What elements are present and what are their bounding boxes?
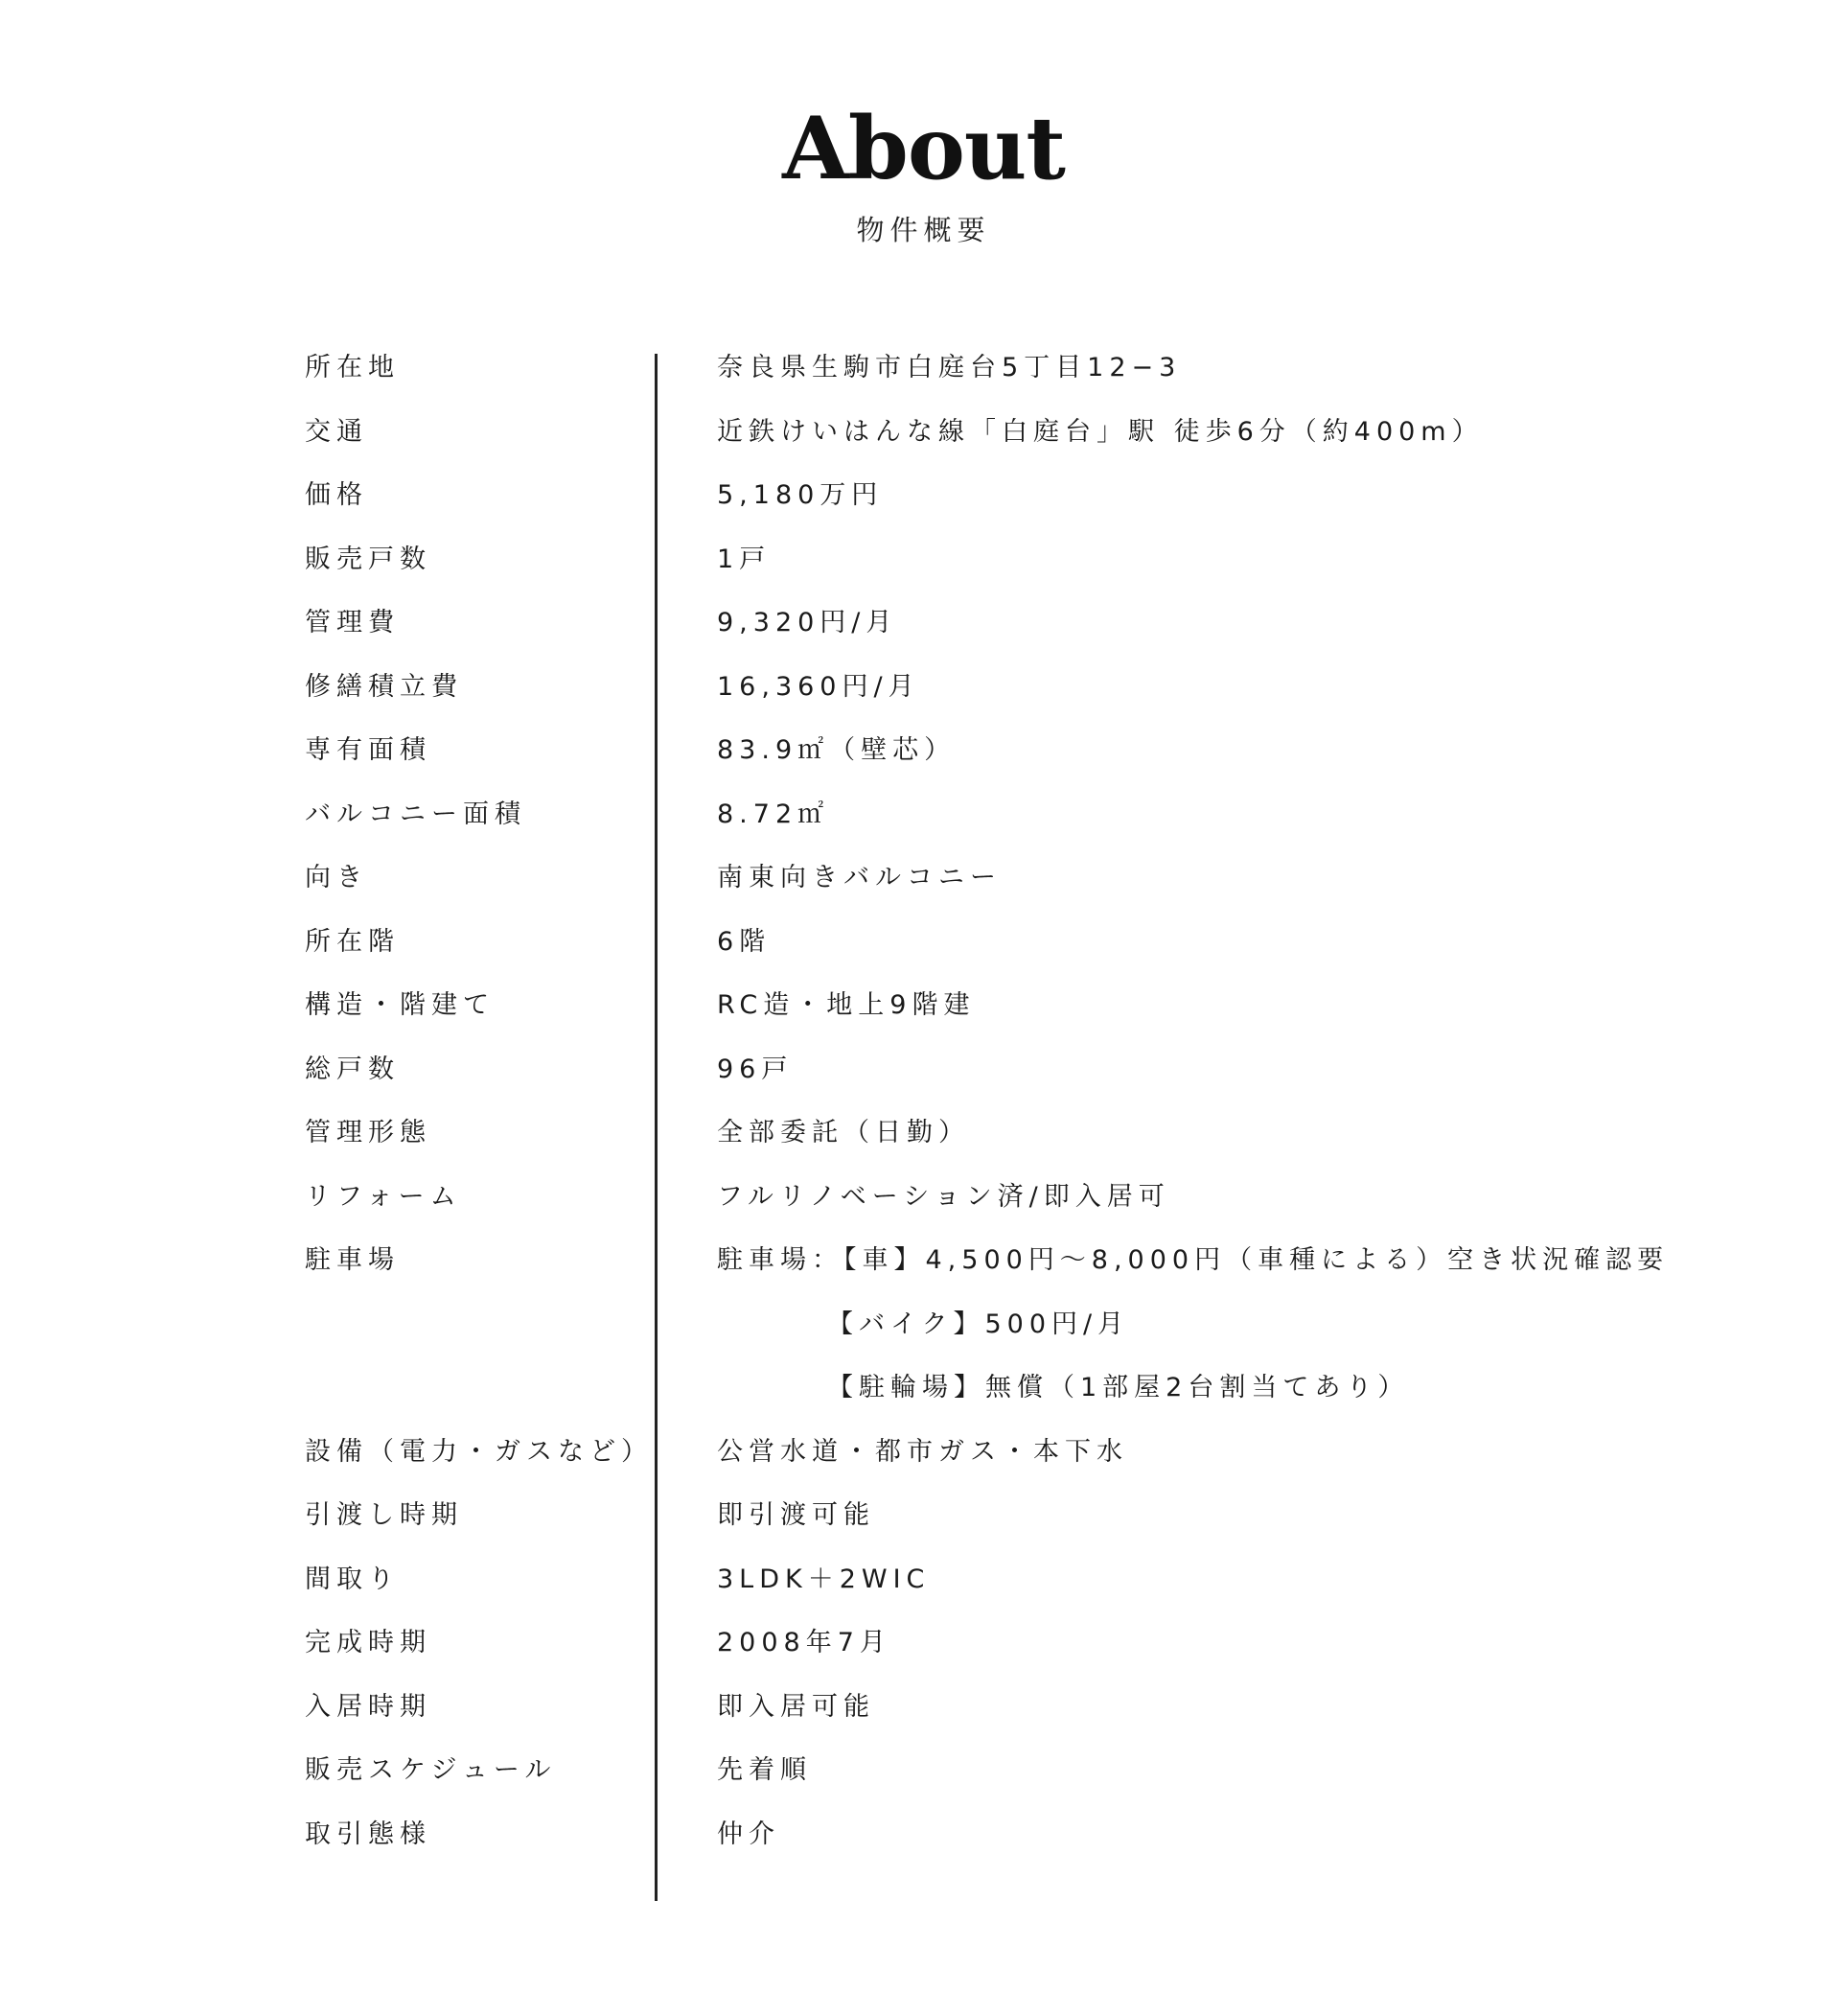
spec-value: 南東向きバルコニー xyxy=(717,863,1002,892)
spec-row-parking-bike xyxy=(305,1304,1743,1368)
spec-label: 入居時期 xyxy=(305,1691,431,1722)
spec-value: 先着順 xyxy=(717,1755,812,1785)
spec-label: 駐車場 xyxy=(305,1245,400,1275)
spec-row-management-type xyxy=(305,1112,1743,1176)
spec-label: 総戸数 xyxy=(305,1054,400,1084)
spec-row-floor xyxy=(305,921,1743,985)
spec-row-sales-schedule xyxy=(305,1750,1743,1814)
spec-label: 間取り xyxy=(305,1564,400,1594)
spec-label: 価格 xyxy=(305,480,368,510)
spec-label: 修繕積立費 xyxy=(305,671,463,702)
spec-value: 6階 xyxy=(717,926,772,957)
spec-row-floor-area xyxy=(305,730,1743,794)
spec-row-handover xyxy=(305,1495,1743,1559)
spec-row-parking xyxy=(305,1240,1743,1304)
spec-row-management-fee xyxy=(305,602,1743,666)
page-subtitle: 物件概要 xyxy=(856,214,991,246)
page-title: About xyxy=(782,98,1065,199)
spec-value: 5,180万円 xyxy=(717,480,884,510)
spec-label: 管理費 xyxy=(305,608,400,637)
spec-label: 構造・階建て xyxy=(305,990,495,1020)
spec-label: 販売スケジュール xyxy=(305,1755,557,1785)
spec-value: 公営水道・都市ガス・本下水 xyxy=(717,1436,1128,1467)
spec-value: 即入居可能 xyxy=(717,1691,875,1722)
spec-value: 8.72㎡ xyxy=(717,799,830,829)
spec-value: 16,360円/月 xyxy=(717,671,920,702)
spec-row-balcony-area xyxy=(305,794,1743,858)
spec-label: 所在階 xyxy=(305,926,400,957)
spec-value: 駐車場：【車】4,500円〜8,000円（車種による）空き状況確認要 xyxy=(717,1245,1670,1275)
property-spec-list xyxy=(305,347,1743,1877)
spec-row-completion xyxy=(305,1622,1743,1686)
spec-row-repair-reserve xyxy=(305,666,1743,730)
spec-value: 2008年7月 xyxy=(717,1628,891,1657)
spec-label: リフォーム xyxy=(305,1181,462,1212)
page-header xyxy=(0,98,1847,248)
spec-row-parking-bicycle xyxy=(305,1367,1743,1431)
spec-label: 取引態様 xyxy=(305,1819,431,1849)
spec-row-total-units xyxy=(305,1049,1743,1113)
spec-value: 【駐輪場】無償（1部屋2台割当てあり） xyxy=(827,1373,1410,1402)
spec-value: 3LDK＋2WIC xyxy=(717,1564,931,1594)
spec-row-layout xyxy=(305,1559,1743,1623)
spec-label: バルコニー面積 xyxy=(305,799,526,829)
spec-value: 96戸 xyxy=(717,1054,794,1084)
spec-row-renovation xyxy=(305,1176,1743,1240)
spec-row-utilities xyxy=(305,1431,1743,1495)
spec-value: 【バイク】500円/月 xyxy=(827,1309,1130,1339)
spec-row-transaction-type xyxy=(305,1814,1743,1878)
spec-value: 全部委託（日勤） xyxy=(717,1118,970,1147)
spec-row-units-for-sale xyxy=(305,539,1743,603)
spec-label: 完成時期 xyxy=(305,1628,431,1657)
spec-row-structure xyxy=(305,985,1743,1049)
spec-row-orientation xyxy=(305,857,1743,921)
spec-value: RC造・地上9階建 xyxy=(717,990,976,1020)
spec-row-price xyxy=(305,475,1743,539)
spec-value: フルリノベーション済/即入居可 xyxy=(717,1181,1170,1212)
spec-value: 仲介 xyxy=(717,1819,780,1849)
spec-row-access xyxy=(305,411,1743,475)
spec-value: 83.9㎡（壁芯） xyxy=(717,735,957,765)
spec-row-location xyxy=(305,347,1743,411)
spec-label: 向き xyxy=(305,863,368,892)
spec-label: 交通 xyxy=(305,416,368,447)
spec-label: 管理形態 xyxy=(305,1118,431,1147)
spec-label: 設備（電力・ガスなど） xyxy=(305,1436,653,1467)
spec-row-move-in xyxy=(305,1686,1743,1750)
spec-value: 1戸 xyxy=(717,544,772,574)
spec-label: 専有面積 xyxy=(305,735,431,765)
spec-value: 即引渡可能 xyxy=(717,1500,875,1530)
spec-label: 引渡し時期 xyxy=(305,1500,463,1530)
spec-value: 近鉄けいはんな線「白庭台」駅 徒歩6分（約400m） xyxy=(717,416,1484,447)
spec-value: 9,320円/月 xyxy=(717,608,898,637)
spec-label: 所在地 xyxy=(305,353,400,382)
spec-label: 販売戸数 xyxy=(305,544,431,574)
spec-value: 奈良県生駒市白庭台5丁目12−3 xyxy=(717,353,1182,382)
